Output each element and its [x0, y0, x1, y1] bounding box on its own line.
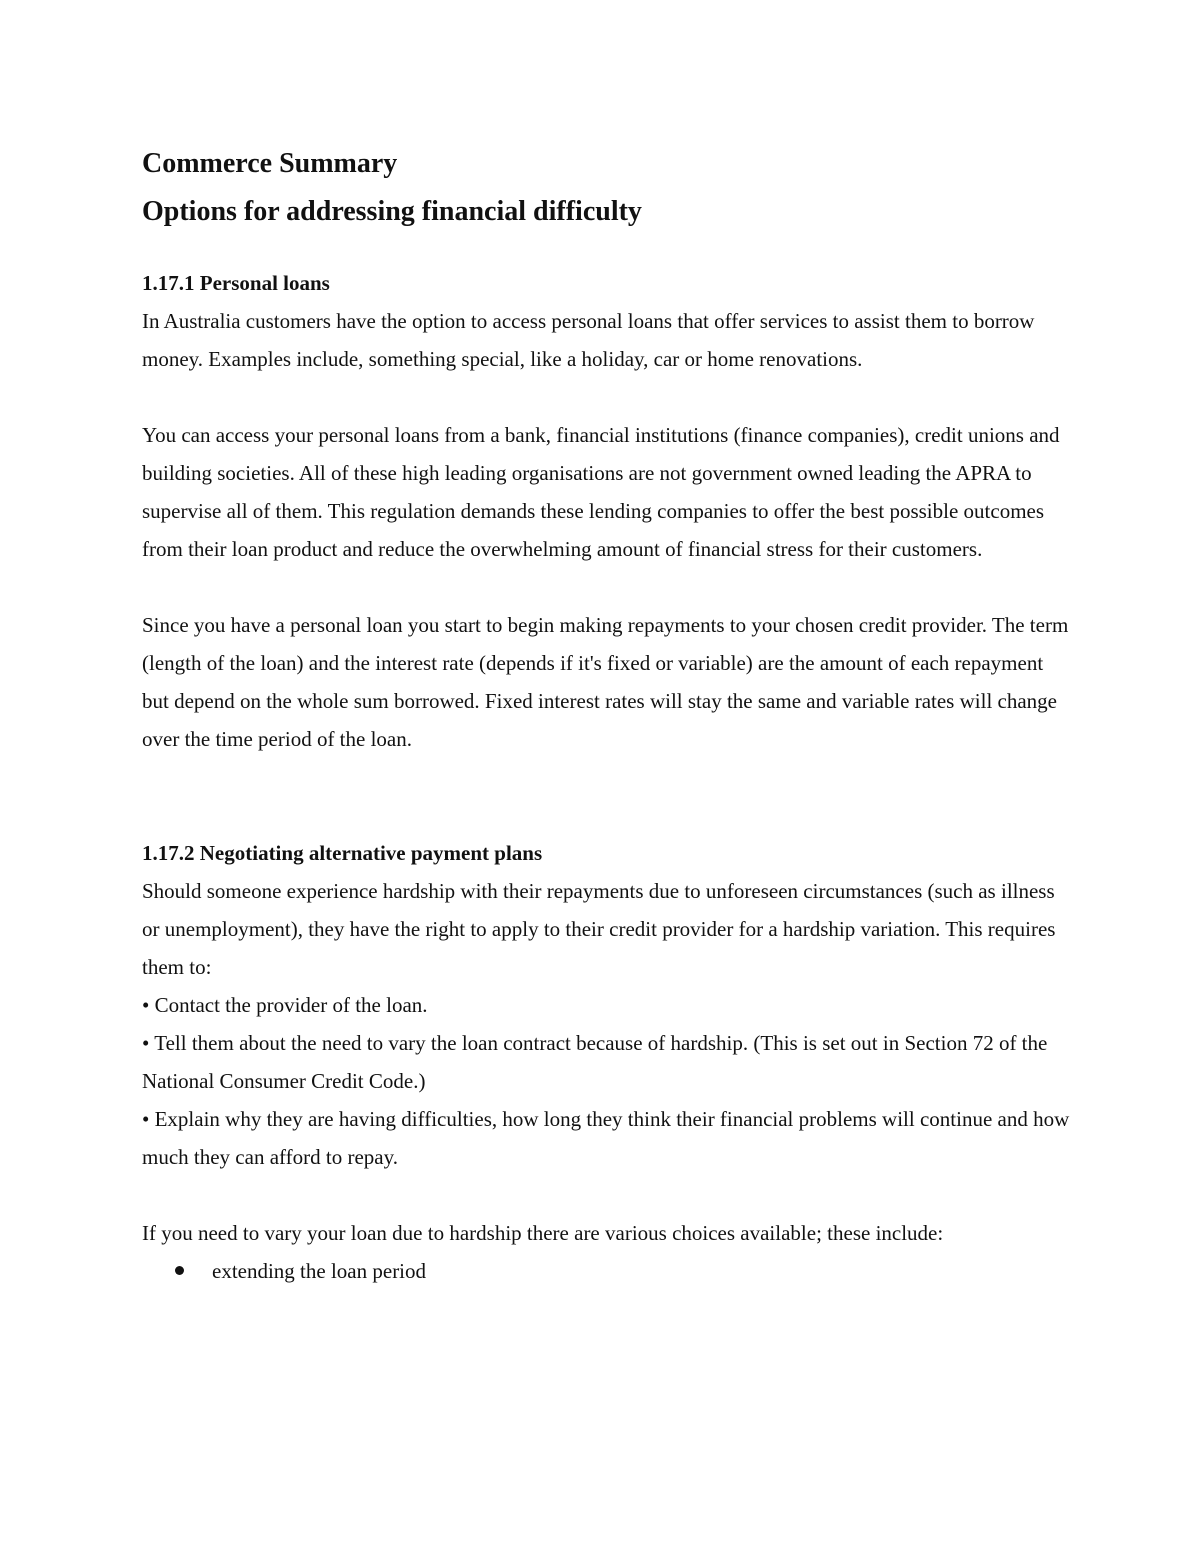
- step-item: • Explain why they are having difficulties, how long they think their financial problems will continue and how much they can afford to repay.: [142, 1107, 1070, 1169]
- paragraph: If you need to vary your loan due to hardship there are various choices available; these include:: [142, 1221, 944, 1245]
- spacer: [142, 1176, 1072, 1214]
- document-page: [142, 140, 1072, 1290]
- step-item: • Contact the provider of the loan.: [142, 993, 428, 1017]
- spacer: [142, 378, 1072, 416]
- paragraph: Since you have a personal loan you start to begin making repayments to your chosen credit provider. The term (length of the loan) and the interest rate (depends if it's fixed or variable) are the amount of each repayment but depend on the whole sum borrowed. Fixed interest rates will stay the same and variable rates will change over the time period of the loan.: [142, 613, 1069, 751]
- paragraph: In Australia customers have the option to access personal loans that offer services to assist them to borrow money. Examples include, something special, like a holiday, car or home renovations.: [142, 309, 1035, 371]
- spacer: [142, 236, 1072, 264]
- paragraph: Should someone experience hardship with their repayments due to unforeseen circumstances (such as illness or unemployment), they have the right to apply to their credit provider for a hardship variation. This requires them to:: [142, 879, 1056, 979]
- bullet-icon: [175, 1266, 184, 1275]
- document-subtitle: Options for addressing financial difficulty: [142, 196, 642, 227]
- spacer: [142, 568, 1072, 606]
- section-heading-personal-loans: 1.17.1 Personal loans: [142, 271, 330, 295]
- choices-list: [142, 1252, 1072, 1290]
- spacer: [142, 758, 1072, 834]
- section-heading-payment-plans: 1.17.2 Negotiating alternative payment plans: [142, 841, 543, 865]
- paragraph: You can access your personal loans from a bank, financial institutions (finance companies), credit unions and building societies. All of these high leading organisations are not government owned leading the APRA to supervise all of them. This regulation demands these lending companies to offer the best possible outcomes from their loan product and reduce the overwhelming amount of financial stress for their customers.: [142, 423, 1060, 561]
- document-title: Commerce Summary: [142, 148, 398, 179]
- list-item-text: extending the loan period: [212, 1259, 427, 1283]
- step-item: • Tell them about the need to vary the loan contract because of hardship. (This is set out in Section 72 of the National Consumer Credit Code.): [142, 1031, 1048, 1093]
- list-item: [142, 1252, 1072, 1290]
